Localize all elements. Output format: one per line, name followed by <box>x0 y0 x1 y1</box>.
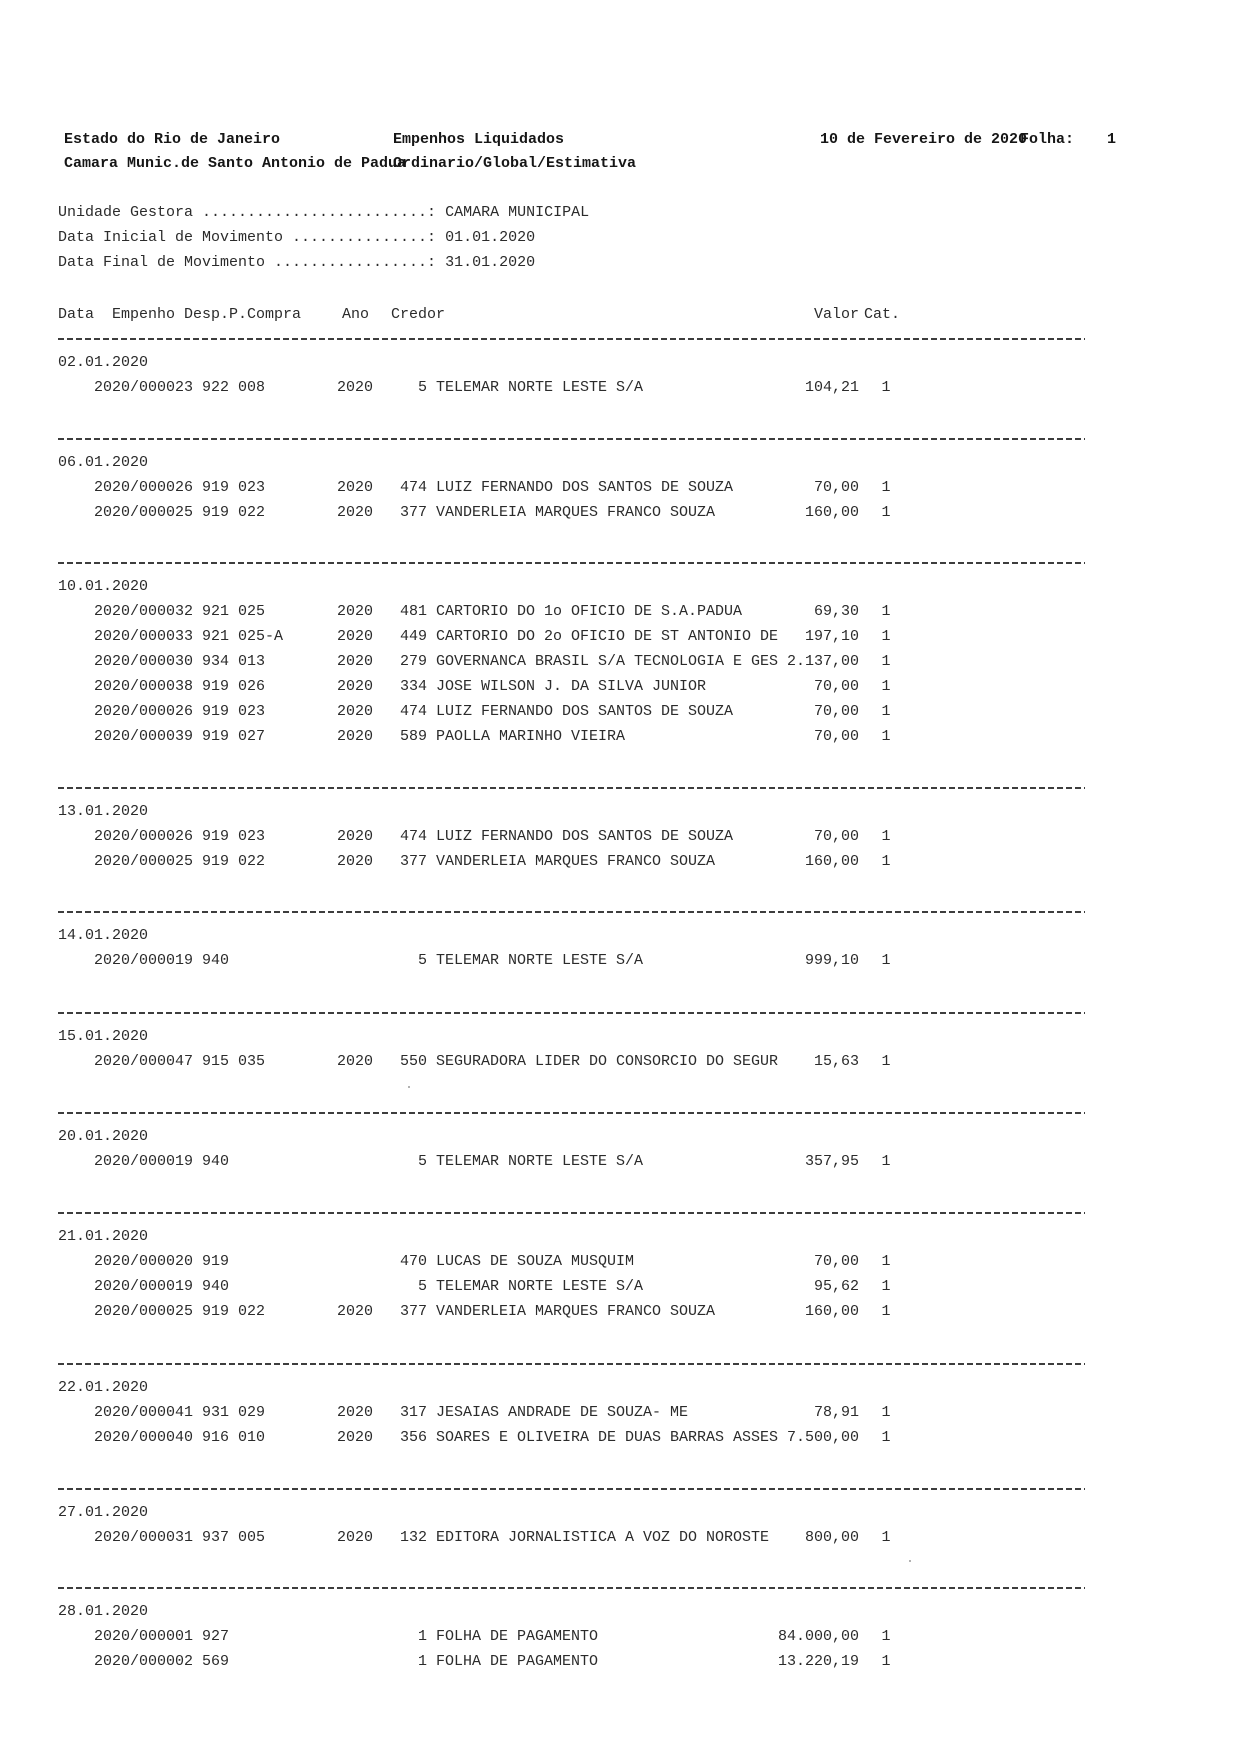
cell-credor-code: 5 <box>417 379 427 396</box>
cell-credor: SOARES E OLIVEIRA DE DUAS BARRAS ASSES <box>436 1429 779 1446</box>
cell-ano: 2020 <box>337 1529 374 1546</box>
cell-desp: 919 <box>202 504 230 521</box>
report-date: 10 de Fevereiro de 2020 <box>820 131 1028 148</box>
cell-credor-code: 356 <box>399 1429 427 1446</box>
cell-desp: 921 <box>202 628 230 645</box>
cell-cat: 1 <box>881 1153 891 1170</box>
separator-line <box>58 562 1085 564</box>
cell-empenho: 2020/000031 <box>94 1529 194 1546</box>
cell-desp: 915 <box>202 1053 230 1070</box>
cell-cat: 1 <box>881 504 891 521</box>
col-header-valor: Valor <box>813 306 859 323</box>
cell-ano: 2020 <box>337 653 374 670</box>
cell-pcompra: 029 <box>238 1404 266 1421</box>
cell-empenho: 2020/000030 <box>94 653 194 670</box>
separator-line <box>58 787 1085 789</box>
cell-credor-code: 317 <box>399 1404 427 1421</box>
separator-line <box>58 911 1085 913</box>
cell-desp: 919 <box>202 479 230 496</box>
cell-credor-code: 5 <box>417 1278 427 1295</box>
cell-credor-code: 474 <box>399 828 427 845</box>
separator-line <box>58 438 1085 440</box>
cell-cat: 1 <box>881 653 891 670</box>
group-date: 02.01.2020 <box>58 354 149 371</box>
cell-cat: 1 <box>881 628 891 645</box>
cell-ano: 2020 <box>337 1404 374 1421</box>
separator-line <box>58 338 1085 340</box>
cell-valor: 70,00 <box>813 828 859 845</box>
cell-credor-code: 5 <box>417 1153 427 1170</box>
cell-valor: 78,91 <box>813 1404 859 1421</box>
cell-cat: 1 <box>881 1278 891 1295</box>
cell-cat: 1 <box>881 1404 891 1421</box>
separator-line <box>58 1012 1085 1014</box>
cell-cat: 1 <box>881 1303 891 1320</box>
cell-valor: 70,00 <box>813 479 859 496</box>
cell-valor: 70,00 <box>813 1253 859 1270</box>
cell-desp: 919 <box>202 853 230 870</box>
cell-desp: 940 <box>202 1153 230 1170</box>
separator-line <box>58 1112 1085 1114</box>
cell-empenho: 2020/000002 <box>94 1653 194 1670</box>
group-date: 15.01.2020 <box>58 1028 149 1045</box>
col-header-ano: Ano <box>342 306 370 323</box>
cell-desp: 919 <box>202 703 230 720</box>
info-data-inicial: Data Inicial de Movimento ...............: 01.01.2020 <box>58 229 536 246</box>
cell-credor-code: 377 <box>399 504 427 521</box>
cell-empenho: 2020/000020 <box>94 1253 194 1270</box>
cell-pcompra: 022 <box>238 1303 266 1320</box>
cell-ano: 2020 <box>337 1303 374 1320</box>
cell-valor: 15,63 <box>813 1053 859 1070</box>
cell-credor: LUIZ FERNANDO DOS SANTOS DE SOUZA <box>436 479 734 496</box>
org-name-line1: Estado do Rio de Janeiro <box>64 131 281 148</box>
print-artifact-dot <box>909 1560 911 1562</box>
cell-cat: 1 <box>881 853 891 870</box>
cell-desp: 919 <box>202 728 230 745</box>
separator-line <box>58 1587 1085 1589</box>
cell-cat: 1 <box>881 603 891 620</box>
cell-valor: 160,00 <box>804 504 859 521</box>
cell-valor: 104,21 <box>804 379 859 396</box>
cell-credor-code: 550 <box>399 1053 427 1070</box>
cell-valor: 160,00 <box>804 1303 859 1320</box>
cell-ano: 2020 <box>337 678 374 695</box>
cell-credor: JOSE WILSON J. DA SILVA JUNIOR <box>436 678 707 695</box>
cell-credor: LUCAS DE SOUZA MUSQUIM <box>436 1253 635 1270</box>
cell-cat: 1 <box>881 703 891 720</box>
cell-credor: FOLHA DE PAGAMENTO <box>436 1628 599 1645</box>
cell-credor-code: 377 <box>399 853 427 870</box>
cell-ano: 2020 <box>337 853 374 870</box>
cell-credor-code: 470 <box>399 1253 427 1270</box>
cell-credor: TELEMAR NORTE LESTE S/A <box>436 379 644 396</box>
cell-credor: VANDERLEIA MARQUES FRANCO SOUZA <box>436 853 716 870</box>
cell-empenho: 2020/000041 <box>94 1404 194 1421</box>
cell-ano: 2020 <box>337 828 374 845</box>
cell-cat: 1 <box>881 479 891 496</box>
cell-desp: 919 <box>202 678 230 695</box>
cell-desp: 916 <box>202 1429 230 1446</box>
cell-credor: VANDERLEIA MARQUES FRANCO SOUZA <box>436 504 716 521</box>
cell-cat: 1 <box>881 828 891 845</box>
cell-credor-code: 1 <box>417 1653 427 1670</box>
cell-credor: FOLHA DE PAGAMENTO <box>436 1653 599 1670</box>
cell-credor: EDITORA JORNALISTICA A VOZ DO NOROSTE <box>436 1529 770 1546</box>
cell-desp: 937 <box>202 1529 230 1546</box>
cell-credor-code: 1 <box>417 1628 427 1645</box>
group-date: 21.01.2020 <box>58 1228 149 1245</box>
cell-empenho: 2020/000019 <box>94 952 194 969</box>
cell-empenho: 2020/000039 <box>94 728 194 745</box>
cell-pcompra: 026 <box>238 678 266 695</box>
cell-ano: 2020 <box>337 1429 374 1446</box>
cell-desp: 931 <box>202 1404 230 1421</box>
cell-credor-code: 474 <box>399 479 427 496</box>
cell-empenho: 2020/000047 <box>94 1053 194 1070</box>
cell-empenho: 2020/000019 <box>94 1153 194 1170</box>
cell-cat: 1 <box>881 952 891 969</box>
cell-valor: 70,00 <box>813 703 859 720</box>
cell-pcompra: 023 <box>238 703 266 720</box>
cell-valor: 95,62 <box>813 1278 859 1295</box>
group-date: 28.01.2020 <box>58 1603 149 1620</box>
cell-empenho: 2020/000032 <box>94 603 194 620</box>
cell-credor: GOVERNANCA BRASIL S/A TECNOLOGIA E GES <box>436 653 779 670</box>
group-date: 10.01.2020 <box>58 578 149 595</box>
group-date: 20.01.2020 <box>58 1128 149 1145</box>
cell-credor-code: 279 <box>399 653 427 670</box>
cell-credor-code: 589 <box>399 728 427 745</box>
print-artifact-dot <box>408 1086 410 1088</box>
cell-cat: 1 <box>881 1053 891 1070</box>
cell-ano: 2020 <box>337 603 374 620</box>
cell-valor: 160,00 <box>804 853 859 870</box>
cell-credor: LUIZ FERNANDO DOS SANTOS DE SOUZA <box>436 703 734 720</box>
cell-empenho: 2020/000023 <box>94 379 194 396</box>
cell-valor: 7.500,00 <box>786 1429 859 1446</box>
cell-cat: 1 <box>881 1628 891 1645</box>
cell-empenho: 2020/000025 <box>94 504 194 521</box>
cell-desp: 569 <box>202 1653 230 1670</box>
col-header-data: Data <box>58 306 95 323</box>
cell-credor: VANDERLEIA MARQUES FRANCO SOUZA <box>436 1303 716 1320</box>
cell-valor: 13.220,19 <box>777 1653 859 1670</box>
cell-pcompra: 010 <box>238 1429 266 1446</box>
cell-pcompra: 022 <box>238 853 266 870</box>
cell-empenho: 2020/000026 <box>94 828 194 845</box>
cell-desp: 940 <box>202 952 230 969</box>
cell-credor: TELEMAR NORTE LESTE S/A <box>436 952 644 969</box>
cell-pcompra: 027 <box>238 728 266 745</box>
col-header-desp: Desp. <box>184 306 230 323</box>
cell-credor: PAOLLA MARINHO VIEIRA <box>436 728 626 745</box>
cell-cat: 1 <box>881 678 891 695</box>
separator-line <box>58 1363 1085 1365</box>
cell-pcompra: 008 <box>238 379 266 396</box>
cell-desp: 921 <box>202 603 230 620</box>
cell-pcompra: 023 <box>238 828 266 845</box>
group-date: 14.01.2020 <box>58 927 149 944</box>
cell-valor: 70,00 <box>813 678 859 695</box>
report-title: Empenhos Liquidados <box>393 131 565 148</box>
cell-valor: 69,30 <box>813 603 859 620</box>
group-date: 06.01.2020 <box>58 454 149 471</box>
cell-ano: 2020 <box>337 379 374 396</box>
cell-ano: 2020 <box>337 628 374 645</box>
cell-empenho: 2020/000025 <box>94 853 194 870</box>
cell-pcompra: 025 <box>238 603 266 620</box>
cell-empenho: 2020/000019 <box>94 1278 194 1295</box>
col-header-credor: Credor <box>391 306 446 323</box>
cell-pcompra: 022 <box>238 504 266 521</box>
cell-pcompra: 005 <box>238 1529 266 1546</box>
cell-valor: 197,10 <box>804 628 859 645</box>
cell-credor: JESAIAS ANDRADE DE SOUZA- ME <box>436 1404 689 1421</box>
info-unidade-gestora: Unidade Gestora .........................: CAMARA MUNICIPAL <box>58 204 590 221</box>
cell-ano: 2020 <box>337 504 374 521</box>
cell-desp: 922 <box>202 379 230 396</box>
col-header-pcompra: P.Compra <box>229 306 302 323</box>
cell-empenho: 2020/000040 <box>94 1429 194 1446</box>
cell-empenho: 2020/000026 <box>94 479 194 496</box>
cell-credor-code: 449 <box>399 628 427 645</box>
cell-pcompra: 035 <box>238 1053 266 1070</box>
cell-ano: 2020 <box>337 479 374 496</box>
cell-pcompra: 025-A <box>238 628 284 645</box>
cell-desp: 919 <box>202 828 230 845</box>
cell-desp: 919 <box>202 1253 230 1270</box>
info-data-final: Data Final de Movimento .................: 31.01.2020 <box>58 254 536 271</box>
cell-credor: TELEMAR NORTE LESTE S/A <box>436 1153 644 1170</box>
cell-credor-code: 132 <box>399 1529 427 1546</box>
cell-valor: 2.137,00 <box>786 653 859 670</box>
cell-cat: 1 <box>881 728 891 745</box>
cell-valor: 999,10 <box>804 952 859 969</box>
separator-line <box>58 1488 1085 1490</box>
cell-ano: 2020 <box>337 728 374 745</box>
cell-cat: 1 <box>881 379 891 396</box>
cell-credor: LUIZ FERNANDO DOS SANTOS DE SOUZA <box>436 828 734 845</box>
separator-line <box>58 1212 1085 1214</box>
cell-credor-code: 5 <box>417 952 427 969</box>
cell-empenho: 2020/000033 <box>94 628 194 645</box>
folha-label: Folha: <box>1020 131 1075 148</box>
cell-desp: 927 <box>202 1628 230 1645</box>
cell-desp: 919 <box>202 1303 230 1320</box>
cell-credor: SEGURADORA LIDER DO CONSORCIO DO SEGUR <box>436 1053 779 1070</box>
cell-valor: 84.000,00 <box>777 1628 859 1645</box>
org-name-line2: Camara Munic.de Santo Antonio de Padua <box>64 155 407 172</box>
group-date: 13.01.2020 <box>58 803 149 820</box>
cell-ano: 2020 <box>337 1053 374 1070</box>
cell-valor: 70,00 <box>813 728 859 745</box>
cell-desp: 934 <box>202 653 230 670</box>
group-date: 27.01.2020 <box>58 1504 149 1521</box>
col-header-empenho: Empenho <box>112 306 176 323</box>
cell-credor: CARTORIO DO 2o OFICIO DE ST ANTONIO DE <box>436 628 779 645</box>
group-date: 22.01.2020 <box>58 1379 149 1396</box>
cell-empenho: 2020/000001 <box>94 1628 194 1645</box>
cell-credor-code: 474 <box>399 703 427 720</box>
report-subtitle: Ordinario/Global/Estimativa <box>393 155 637 172</box>
cell-empenho: 2020/000038 <box>94 678 194 695</box>
cell-cat: 1 <box>881 1653 891 1670</box>
cell-pcompra: 013 <box>238 653 266 670</box>
cell-cat: 1 <box>881 1529 891 1546</box>
cell-empenho: 2020/000026 <box>94 703 194 720</box>
cell-cat: 1 <box>881 1429 891 1446</box>
cell-valor: 800,00 <box>804 1529 859 1546</box>
cell-credor-code: 481 <box>399 603 427 620</box>
cell-ano: 2020 <box>337 703 374 720</box>
cell-empenho: 2020/000025 <box>94 1303 194 1320</box>
cell-credor: TELEMAR NORTE LESTE S/A <box>436 1278 644 1295</box>
folha-number: 1 <box>1106 131 1116 148</box>
cell-cat: 1 <box>881 1253 891 1270</box>
cell-credor-code: 377 <box>399 1303 427 1320</box>
cell-valor: 357,95 <box>804 1153 859 1170</box>
col-header-cat: Cat. <box>864 306 901 323</box>
cell-pcompra: 023 <box>238 479 266 496</box>
cell-credor: CARTORIO DO 1o OFICIO DE S.A.PADUA <box>436 603 743 620</box>
cell-desp: 940 <box>202 1278 230 1295</box>
cell-credor-code: 334 <box>399 678 427 695</box>
